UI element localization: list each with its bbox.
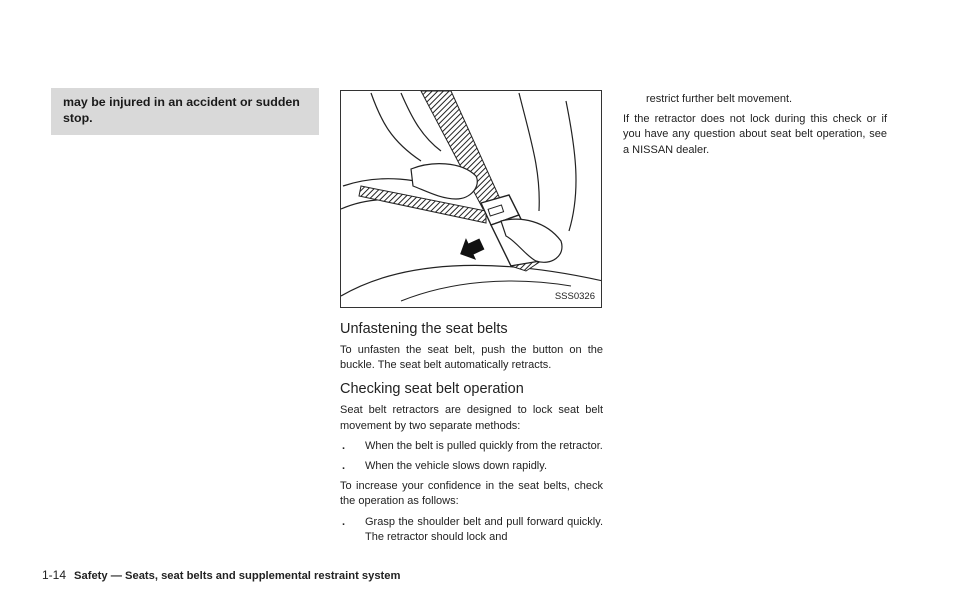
column-3	[623, 92, 887, 163]
unfastening-body: To unfasten the seat belt, push the button on the buckle. The seat belt automatically retracts.	[340, 344, 603, 372]
dealer-note: If the retractor does not lock during this check or if you have any question about seat belt operation, see a NISSAN dealer.	[623, 113, 887, 156]
method-text-2: When the vehicle slows down rapidly.	[365, 460, 547, 473]
page-number: 1-14	[42, 568, 67, 582]
step-text-continued: restrict further belt movement.	[646, 93, 793, 105]
page-footer	[42, 568, 400, 582]
method-item-1	[340, 439, 603, 454]
belt-buckle-drawing	[341, 91, 602, 308]
method-text-1: When the belt is pulled quickly from the retractor.	[365, 439, 603, 452]
chapter-title: Safety — Seats, seat belts and supplemental restraint system	[74, 570, 401, 582]
step-item-1	[340, 515, 603, 545]
bullet-dot: .	[342, 439, 346, 452]
method-item-2	[340, 459, 603, 474]
warning-text: may be injured in an accident or sudden stop.	[63, 95, 300, 125]
step-text-start: Grasp the shoulder belt and pull forward quickly. The retractor should lock and	[365, 515, 603, 543]
checking-intro: Seat belt retractors are designed to lock seat belt movement by two separate methods:	[340, 404, 603, 432]
heading-unfastening: Unfastening the seat belts	[340, 321, 508, 337]
warning-box	[51, 88, 319, 135]
heading-checking: Checking seat belt operation	[340, 381, 524, 398]
bullet-dot: .	[342, 515, 346, 528]
figure-caption: SSS0326	[554, 291, 595, 302]
confidence-text: To increase your confidence in the seat belts, check the operation as follows:	[340, 480, 603, 508]
column-2	[340, 320, 603, 550]
bullet-dot: .	[342, 460, 346, 473]
seat-belt-illustration	[340, 90, 602, 308]
